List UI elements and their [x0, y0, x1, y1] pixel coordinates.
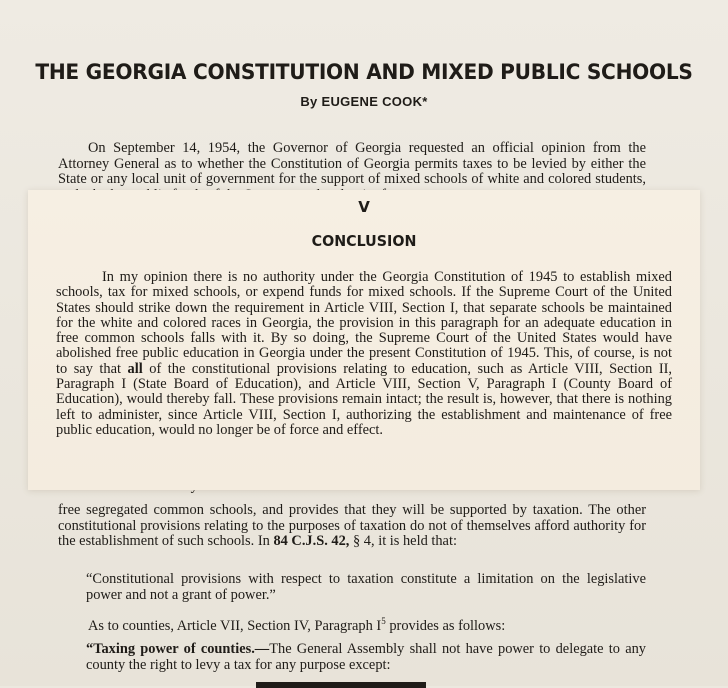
conclusion-overlay	[28, 190, 700, 490]
quotation-2: “Taxing power of counties.—The General Assembly shall not have power to delegate to any county the right to levy a tax for any purpose except:	[86, 641, 646, 673]
author-byline: By EUGENE COOK*	[300, 94, 428, 109]
conclusion-paragraph: In my opinion there is no authority under the Georgia Constitution of 1945 to establish mixed schools, tax for mixed schools, or expend funds for mixed schools. If the Supreme Court of the United States should strike down the requirement in Article VIII, Section I, that separate schools be maintained for the white and colored races in Georgia, the provision in this paragraph for an adequate education in free common schools falls with it. By so doing, the Supreme Court of the United States would have abolished free public education in Georgia under the present Constitution of 1945. This, of course, is not to say that all of the constitutional provisions relating to education, such as Article VIII, Section II, Paragraph I (State Board of Education), and Article VIII, Section V, Paragraph I (County Board of Education), would thereby fall. These provisions remain intact; the result is, however, that there is nothing left to administer, since Article VIII, Section I, authorizing the establishment and maintenance of free public education, would no longer be of force and effect.	[56, 269, 672, 438]
section-title: CONCLUSION	[311, 232, 417, 250]
article-title: THE GEORGIA CONSTITUTION AND MIXED PUBLIC SCHOOLS	[35, 60, 693, 84]
quotation-1: “Constitutional provisions with respect to taxation constitute a limitation on the legislative power and not a grant of power.”	[86, 571, 646, 603]
intro-paragraph: On September 14, 1954, the Governor of Georgia requested an official opinion from the Attorney General as to whether the Constitution of Georgia permits taxes to be levied by either the State or any local unit of government for the support of mixed schools of white and colored students,	[58, 140, 646, 188]
body-paragraph-2: As to counties, Article VII, Section IV, Paragraph $I^5$ provides as follows:	[88, 616, 506, 634]
section-numeral: V	[358, 198, 370, 216]
bottom-rule	[256, 682, 426, 688]
body-paragraph-1: free segregated common schools, and provides that they will be supported by taxation. The other constitutional provisions relating to the purposes of taxation do not of themselves afford authority for the establishment of such schools. In 84 C.J.S. 42, § 4, it is held that:	[58, 502, 646, 550]
